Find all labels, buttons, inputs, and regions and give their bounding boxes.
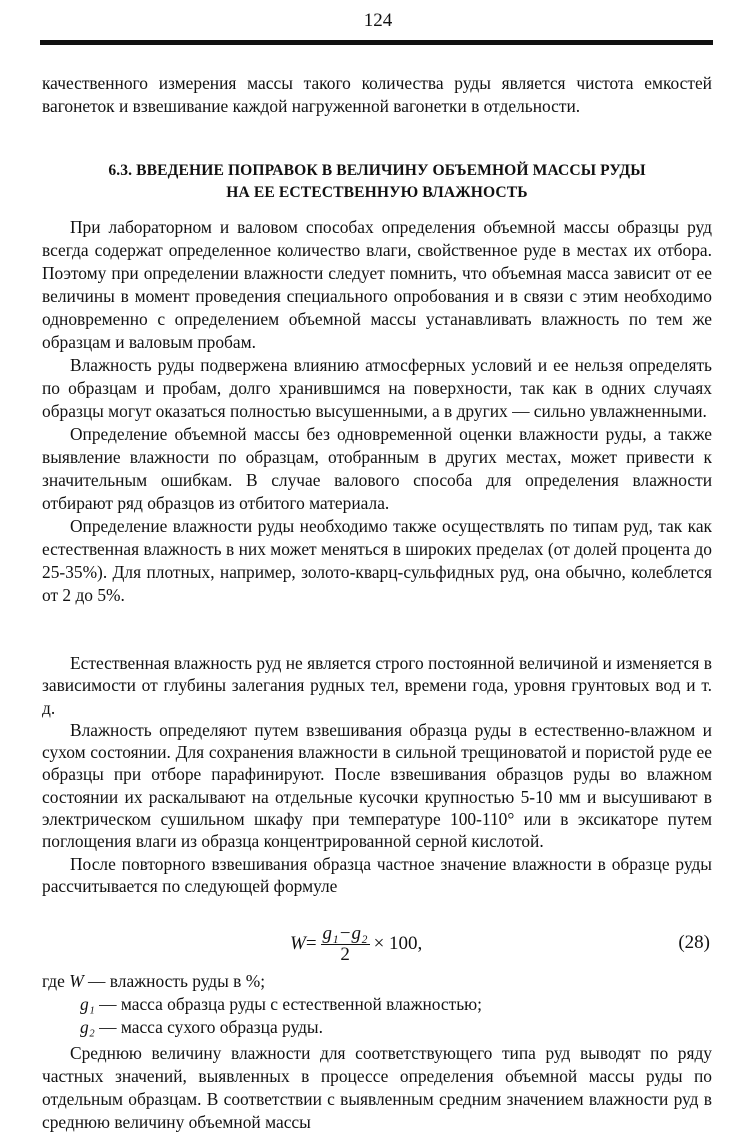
section-heading-line2: НА ЕЕ ЕСТЕСТВЕННУЮ ВЛАЖНОСТЬ <box>226 184 528 201</box>
paragraph-2: Влажность руды подвержена влиянию атмосферных условий и ее нельзя определять по образцам и пробам, долго хранившимся на поверхности, так как в одних случаях образцы могут оказаться полностью высушенными, а в других — сильно увлажненными. <box>42 355 712 421</box>
formula-lhs: W <box>290 932 306 954</box>
definition-w <box>42 970 712 993</box>
paragraph-6: Влажность определяют путем взвешивания образца руды в естественно-влажном и сухом состоянии. Для сохранения влажности в сильной трещиноватой и пористой руде ее образцы при отборе парафинируют. После взвешивания образцов руды во влажном состоянии их раскалывают на отдельные кусочки крупностью 5-10 мм и высушивают в электрическом сушильном шкафу при температуре 100-110° или в эксикаторе путем поглощения влаги из образца концентрированной серной кислотой. <box>42 719 712 852</box>
paragraph-7: После повторного взвешивания образца частное значение влажности в образце руды рассчитывается по следующей формуле <box>42 853 712 896</box>
definition-g1-text: — масса образца руды с естественной влажностью; <box>94 994 483 1014</box>
paragraph-5: Естественная влажность руд не является строго постоянной величиной и изменяется в зависимости от глубины залегания рудных тел, времени года, уровня грунтовых вод и т. д. <box>42 653 712 718</box>
definition-g1 <box>42 993 712 1016</box>
section-heading <box>42 160 712 204</box>
top-paragraph: качественного измерения массы такого количества руды является чистота емкостей вагонеток и взвешивание каждой нагруженной вагонетки в отдельности. <box>42 73 712 116</box>
body-paragraphs-upper <box>42 216 712 607</box>
definition-w-symbol: W <box>69 971 84 991</box>
definition-g2-symbol: g₂ <box>80 1017 95 1037</box>
formula-expression <box>290 924 422 965</box>
paragraph-3: Определение объемной массы без одновременной оценки влажности руды, а также выявление влажности по образцам, отобранным в других местах, может привести к значительным ошибкам. В случае валового способа для определения влажности отбирают ряд образцов из отбитого материала. <box>42 424 712 513</box>
formula-rhs: × 100, <box>373 932 423 954</box>
paragraph-4: Определение влажности руды необходимо также осуществлять по типам руд, так как естественная влажность в них может меняться в широких пределах (от долей процента до 25-35%). Для плотных, например, золото-кварц-сульфидных руд, она обычно, колеблется от 2 до 5%. <box>42 516 712 605</box>
definition-g2-text: — масса сухого образца руды. <box>94 1017 323 1037</box>
equation-number: (28) <box>678 932 710 953</box>
paragraph-8: Среднюю величину влажности для соответствующего типа руд выводят по ряду частных значений, выявленных в процессе определения объемной массы руды по отдельным образцам. В соответствии с выявленным средним значением влажности руд в среднюю величину объемной массы <box>42 1043 712 1132</box>
definition-g2 <box>42 1016 712 1039</box>
formula-definitions <box>42 970 712 1039</box>
formula-denominator: 2 <box>340 944 350 965</box>
body-paragraphs-lower <box>42 652 712 897</box>
formula-numerator: g₁−g₂ <box>322 923 368 944</box>
top-paragraph-block <box>42 72 712 118</box>
formula-equals: = <box>305 932 317 954</box>
page-number: 124 <box>363 10 393 31</box>
paragraph-1: При лабораторном и валовом способах определения объемной массы образцы руд всегда содержат определенное количество влаги, свойственное руде в местах их отбора. Поэтому при определении влажности следует помнить, что объемная масса зависит от ее величины в момент проведения специального опробования и в связи с этим необходимо одновременно с определением объемной массы устанавливать влажность по тем же образцам и валовым пробам. <box>42 217 712 352</box>
section-heading-line1: 6.3. ВВЕДЕНИЕ ПОПРАВОК В ВЕЛИЧИНУ ОБЪЕМНОЙ МАССЫ РУДЫ <box>108 162 646 179</box>
definition-w-text: — влажность руды в %; <box>83 971 266 991</box>
formula-28 <box>42 924 712 970</box>
body-paragraph-final-block <box>42 1042 712 1134</box>
header-rule <box>40 40 713 45</box>
definition-where: где <box>42 971 65 991</box>
definition-g1-symbol: g₁ <box>80 994 95 1014</box>
formula-fraction <box>321 924 370 965</box>
